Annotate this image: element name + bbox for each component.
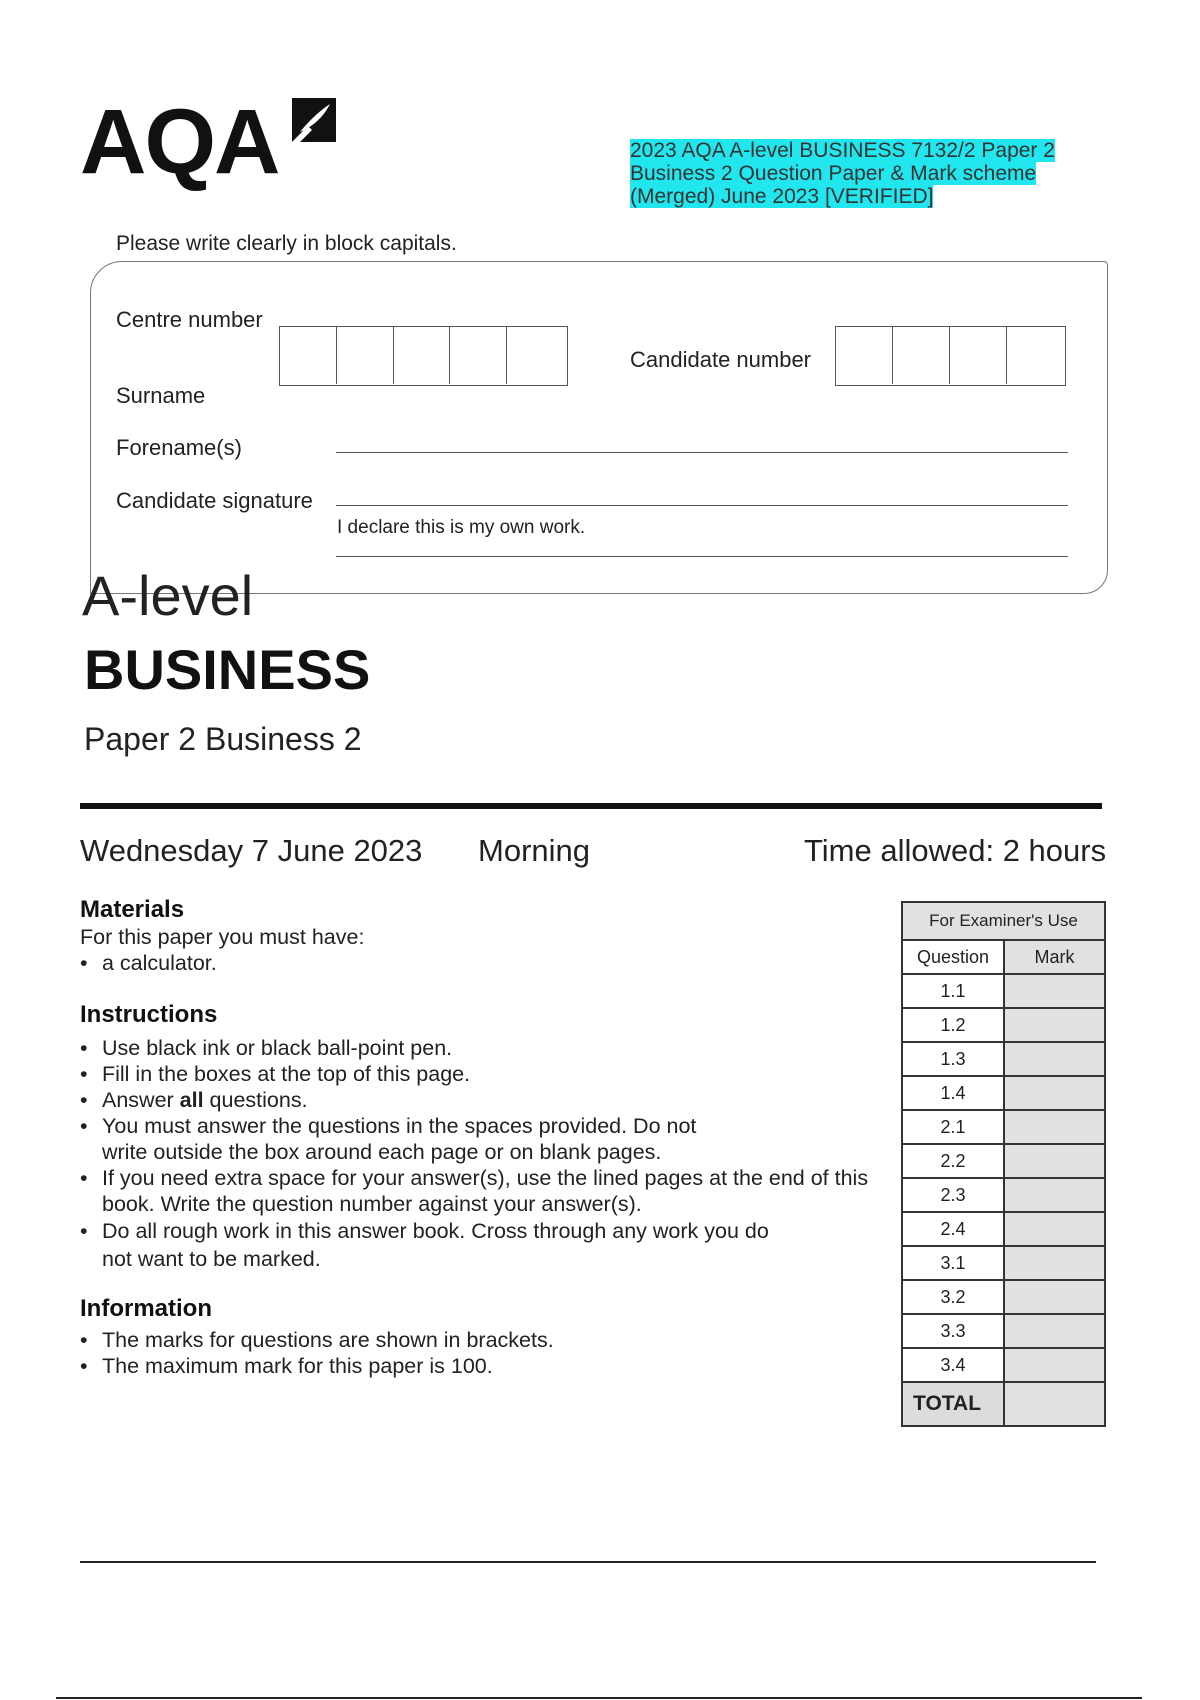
mark-cell[interactable]	[1004, 974, 1105, 1008]
surname-label: Surname	[116, 383, 206, 408]
information-section	[80, 1295, 860, 1379]
time-allowed: Time allowed: 2 hours	[804, 833, 1107, 868]
information-item: • The maximum mark for this paper is 100.	[80, 1353, 860, 1379]
question-number: 1.1	[902, 974, 1004, 1008]
mark-cell[interactable]	[1004, 1246, 1105, 1280]
information-heading: Information	[80, 1295, 212, 1322]
question-number: 2.1	[902, 1110, 1004, 1144]
instructions-heading: Instructions	[80, 1001, 218, 1028]
answer-all-prefix: Answer	[102, 1088, 180, 1112]
document-title-highlight	[630, 139, 1080, 208]
materials-heading: Materials	[80, 896, 185, 923]
mark-column-header: Mark	[1004, 940, 1105, 974]
materials-intro: For this paper you must have:	[80, 925, 365, 949]
highlight-line: 2023 AQA A-level BUSINESS 7132/2 Paper 2	[630, 139, 1055, 162]
signature-label: Candidate signature	[116, 488, 313, 513]
materials-item: • a calculator.	[80, 950, 880, 976]
mark-cell[interactable]	[1004, 1178, 1105, 1212]
forenames-field[interactable]	[336, 452, 1068, 453]
candidate-number-digit[interactable]	[1007, 327, 1064, 384]
centre-number-digit[interactable]	[280, 327, 337, 384]
centre-number-digit[interactable]	[394, 327, 451, 384]
answer-all-bold: all	[179, 1088, 204, 1112]
mark-cell[interactable]	[1004, 1110, 1105, 1144]
mark-cell[interactable]	[1004, 1076, 1105, 1110]
centre-number-digit[interactable]	[507, 327, 567, 384]
question-number: 1.3	[902, 1042, 1004, 1076]
question-column-header: Question	[902, 940, 1004, 974]
materials-section	[80, 896, 880, 976]
question-number: 2.2	[902, 1144, 1004, 1178]
question-number: 3.1	[902, 1246, 1004, 1280]
form-instruction: Please write clearly in block capitals.	[116, 232, 457, 255]
total-mark-cell[interactable]	[1004, 1382, 1105, 1426]
forenames-label: Forename(s)	[116, 435, 242, 460]
mark-cell[interactable]	[1004, 1280, 1105, 1314]
total-label: TOTAL	[902, 1382, 1004, 1426]
candidate-number-boxes[interactable]	[835, 326, 1066, 386]
highlight-line: Business 2 Question Paper & Mark scheme	[630, 162, 1037, 185]
centre-number-digit[interactable]	[337, 327, 394, 384]
qualification-level: A-level	[82, 564, 254, 627]
centre-number-digit[interactable]	[450, 327, 507, 384]
instruction-item: • Do all rough work in this answer book. Cross through any work you do not want to be marked.	[80, 1217, 782, 1273]
instructions-section	[80, 1001, 869, 1273]
aqa-logo-text: AQA	[80, 91, 279, 193]
mark-cell[interactable]	[1004, 1008, 1105, 1042]
aqa-logo-icon	[286, 92, 342, 148]
answer-all-suffix: questions.	[203, 1088, 308, 1112]
question-number: 1.4	[902, 1076, 1004, 1110]
question-number: 2.4	[902, 1212, 1004, 1246]
examiner-use-table	[901, 901, 1106, 1427]
instruction-item: • If you need extra space for your answer(s), use the lined pages at the end of this book. Write the question number against your answer(s).	[80, 1165, 882, 1217]
candidate-number-digit[interactable]	[950, 327, 1007, 384]
mark-cell[interactable]	[1004, 1314, 1105, 1348]
candidate-number-label: Candidate number	[630, 347, 812, 372]
candidate-number-digit[interactable]	[893, 327, 950, 384]
signature-underline	[336, 556, 1068, 557]
instruction-item: • Use black ink or black ball-point pen.	[80, 1035, 860, 1061]
question-number: 1.2	[902, 1008, 1004, 1042]
declaration-text: I declare this is my own work.	[337, 517, 586, 538]
information-item: • The marks for questions are shown in brackets.	[80, 1327, 860, 1353]
mark-cell[interactable]	[1004, 1348, 1105, 1382]
signature-field[interactable]	[336, 505, 1068, 506]
instruction-item-answer-all	[80, 1087, 860, 1113]
page-bottom-border	[56, 1697, 1142, 1699]
mark-cell[interactable]	[1004, 1212, 1105, 1246]
centre-number-label: Centre number	[116, 307, 263, 332]
question-number: 2.3	[902, 1178, 1004, 1212]
mark-cell[interactable]	[1004, 1042, 1105, 1076]
exam-date: Wednesday 7 June 2023	[80, 833, 423, 868]
question-number: 3.3	[902, 1314, 1004, 1348]
question-number: 3.2	[902, 1280, 1004, 1314]
candidate-number-digit[interactable]	[836, 327, 893, 384]
instruction-item: • You must answer the questions in the spaces provided. Do not write outside the box around each page or on blank pages.	[80, 1113, 742, 1165]
centre-number-boxes[interactable]	[279, 326, 568, 386]
title-divider	[80, 803, 1102, 809]
instruction-item: • Fill in the boxes at the top of this page.	[80, 1061, 860, 1087]
paper-title: Paper 2 Business 2	[84, 721, 362, 757]
exam-session: Morning	[478, 833, 590, 868]
mark-cell[interactable]	[1004, 1144, 1105, 1178]
examiner-table-title: For Examiner's Use	[902, 902, 1105, 940]
subject-title: BUSINESS	[84, 638, 371, 701]
highlight-line: (Merged) June 2023 [VERIFIED]	[630, 185, 934, 208]
question-number: 3.4	[902, 1348, 1004, 1382]
footer-divider	[80, 1561, 1096, 1563]
